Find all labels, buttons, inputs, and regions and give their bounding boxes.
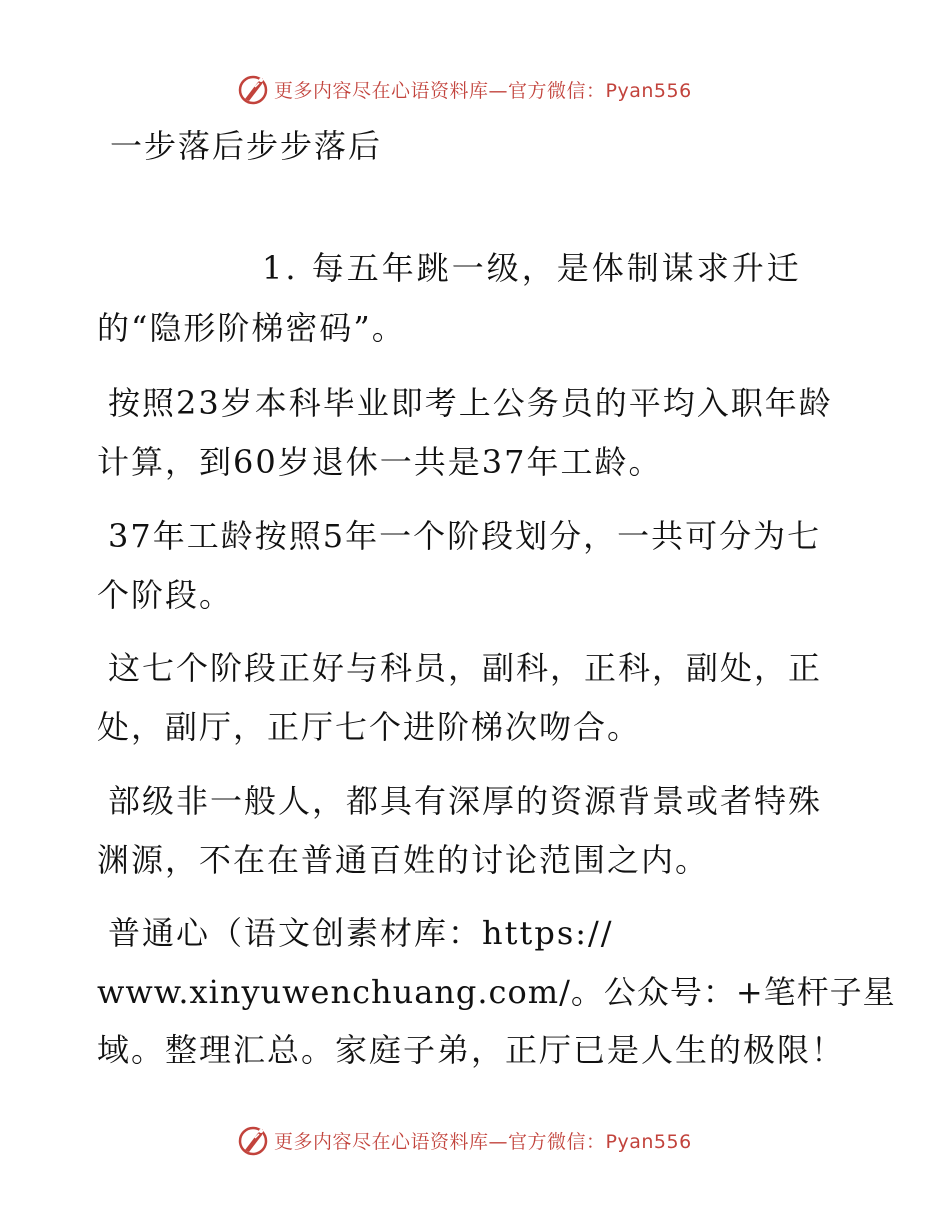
paragraph-3-line-1: 这七个阶段正好与科员，副科，正科，副处，正 (108, 649, 823, 687)
paragraph-2-line-2: 个阶段。 (97, 576, 234, 614)
footer-banner-text: 更多内容尽在心语资料库—官方微信：Pyan556 (274, 1130, 692, 1153)
footer-banner (236, 1123, 692, 1157)
paragraph-2-line-1: 37年工龄按照5年一个阶段划分，一共可分为七 (108, 517, 822, 555)
fountain-pen-logo-icon (236, 1123, 270, 1157)
paragraph-4-line-2: 渊源，不在在普通百姓的讨论范围之内。 (97, 841, 710, 879)
document-title: 一步落后步步落后 (110, 127, 383, 165)
paragraph-4-line-1: 部级非一般人，都具有深厚的资源背景或者特殊 (108, 782, 823, 820)
section-heading-line-2: 的“隐形阶梯密码”。 (97, 309, 406, 347)
paragraph-5-line-3: 域。整理汇总。家庭子弟，正厅已是人生的极限！ (97, 1031, 846, 1069)
fountain-pen-logo-icon (236, 72, 270, 106)
section-heading-line-1: 1. 每五年跳一级，是体制谋求升迁 (262, 249, 802, 287)
paragraph-5-line-2: www.xinyuwenchuang.com/。公众号：+笔杆子星 (97, 973, 896, 1011)
paragraph-1-line-2: 计算，到60岁退休一共是37年工龄。 (97, 443, 663, 481)
header-banner (236, 72, 692, 106)
paragraph-3-line-2: 处，副厅，正厅七个进阶梯次吻合。 (97, 708, 642, 746)
paragraph-5-line-1: 普通心（语文创素材库：https:// (108, 914, 614, 952)
paragraph-1-line-1: 按照23岁本科毕业即考上公务员的平均入职年龄 (108, 384, 833, 422)
header-banner-text: 更多内容尽在心语资料库—官方微信：Pyan556 (274, 79, 692, 102)
